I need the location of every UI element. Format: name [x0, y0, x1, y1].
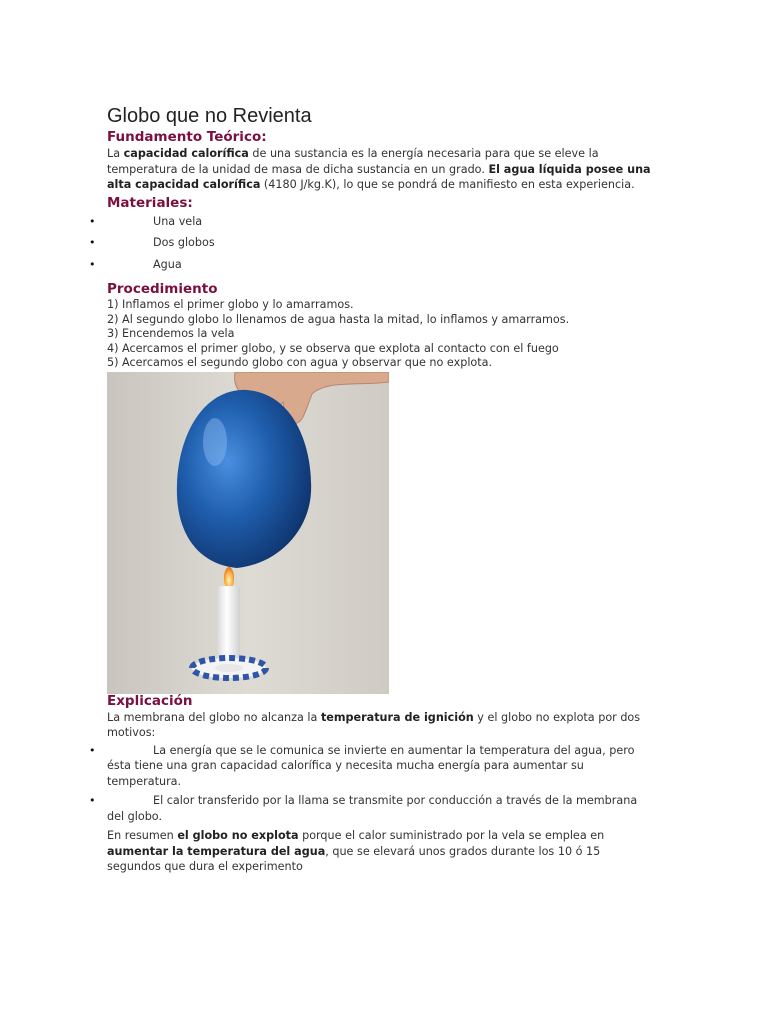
resumen-text-1: En resumen	[107, 829, 178, 843]
bullet-icon: •	[89, 214, 96, 228]
resumen-paragraph	[107, 828, 657, 875]
explicacion-item: La energía que se le comunica se invierte en aumentar la temperatura del agua, pero ésta tiene una gran capacidad calorífica y necesita mucha energía para aumentar su temperatura.	[107, 743, 635, 788]
step-line: 1) Inflamos el primer globo y lo amarramos.	[107, 298, 354, 311]
procedimiento-steps	[107, 298, 657, 371]
fundamento-bold-1: capacidad calorífica	[123, 147, 249, 160]
explicacion-heading: Explicación	[107, 692, 193, 709]
step-line: 2) Al segundo globo lo llenamos de agua hasta la mitad, lo inflamos y amarramos.	[107, 312, 570, 326]
step-line: 4) Acercamos el primer globo, y se observa que explota al contacto con el fuego	[107, 341, 559, 355]
flame-shape	[224, 567, 234, 589]
materiales-list	[89, 214, 657, 279]
list-item	[89, 743, 657, 790]
materiales-heading: Materiales:	[107, 194, 193, 211]
fundamento-text-3: (4180 J/kg.K), lo que se pondrá de manifiesto en esta experiencia.	[260, 178, 635, 191]
resumen-bold-2: aumentar la temperatura del agua	[107, 844, 326, 858]
fundamento-text-2: de una sustancia es la energía necesaria para que se eleve la temperatura de la unidad de masa de dicha sustancia en un grado.	[107, 147, 599, 176]
balloon-highlight	[203, 418, 227, 466]
explicacion-item: El calor transferido por la llama se transmite por conducción a través de la membrana del globo.	[107, 794, 638, 823]
resumen-bold-1: el globo no explota	[177, 829, 299, 843]
fundamento-text-1: La	[107, 147, 124, 160]
explicacion-text-2: y el globo no explota por dos motivos:	[107, 710, 641, 740]
procedimiento-heading: Procedimiento	[107, 281, 218, 297]
fundamento-heading: Fundamento Teórico:	[107, 129, 267, 145]
material-label: Dos globos	[153, 236, 215, 249]
bullet-icon: •	[89, 257, 96, 271]
step-line: 3) Encendemos la vela	[107, 327, 235, 341]
material-label: Una vela	[153, 214, 203, 228]
list-item	[89, 235, 657, 257]
list-item	[89, 257, 657, 279]
fundamento-bold-2: El agua líquida posee una alta capacidad calorífica	[107, 162, 651, 191]
list-item	[89, 793, 657, 824]
step-line: 5) Acercamos el segundo globo con agua y observar que no explota.	[107, 356, 493, 370]
balloon-candle-photo	[107, 372, 389, 694]
bullet-icon: •	[89, 794, 96, 808]
bullet-icon: •	[89, 743, 96, 757]
page-title: Globo que no Revienta	[107, 105, 312, 127]
list-item	[89, 214, 657, 236]
explicacion-bold-1: temperatura de ignición	[320, 710, 474, 724]
explicacion-list	[89, 743, 657, 825]
resumen-text-2: porque el calor suministrado por la vela se emplea en	[298, 829, 605, 843]
document-page	[89, 104, 657, 875]
explicacion-text-1: La membrana del globo no alcanza la	[107, 710, 321, 724]
explicacion-paragraph	[107, 710, 657, 741]
fundamento-paragraph	[107, 146, 657, 193]
bullet-icon: •	[89, 236, 96, 249]
material-label: Agua	[153, 257, 182, 271]
resumen-text-3: , que se elevará unos grados durante los 10 ó 15 segundos que dura el experimento	[107, 844, 601, 874]
candle-base	[215, 664, 243, 672]
